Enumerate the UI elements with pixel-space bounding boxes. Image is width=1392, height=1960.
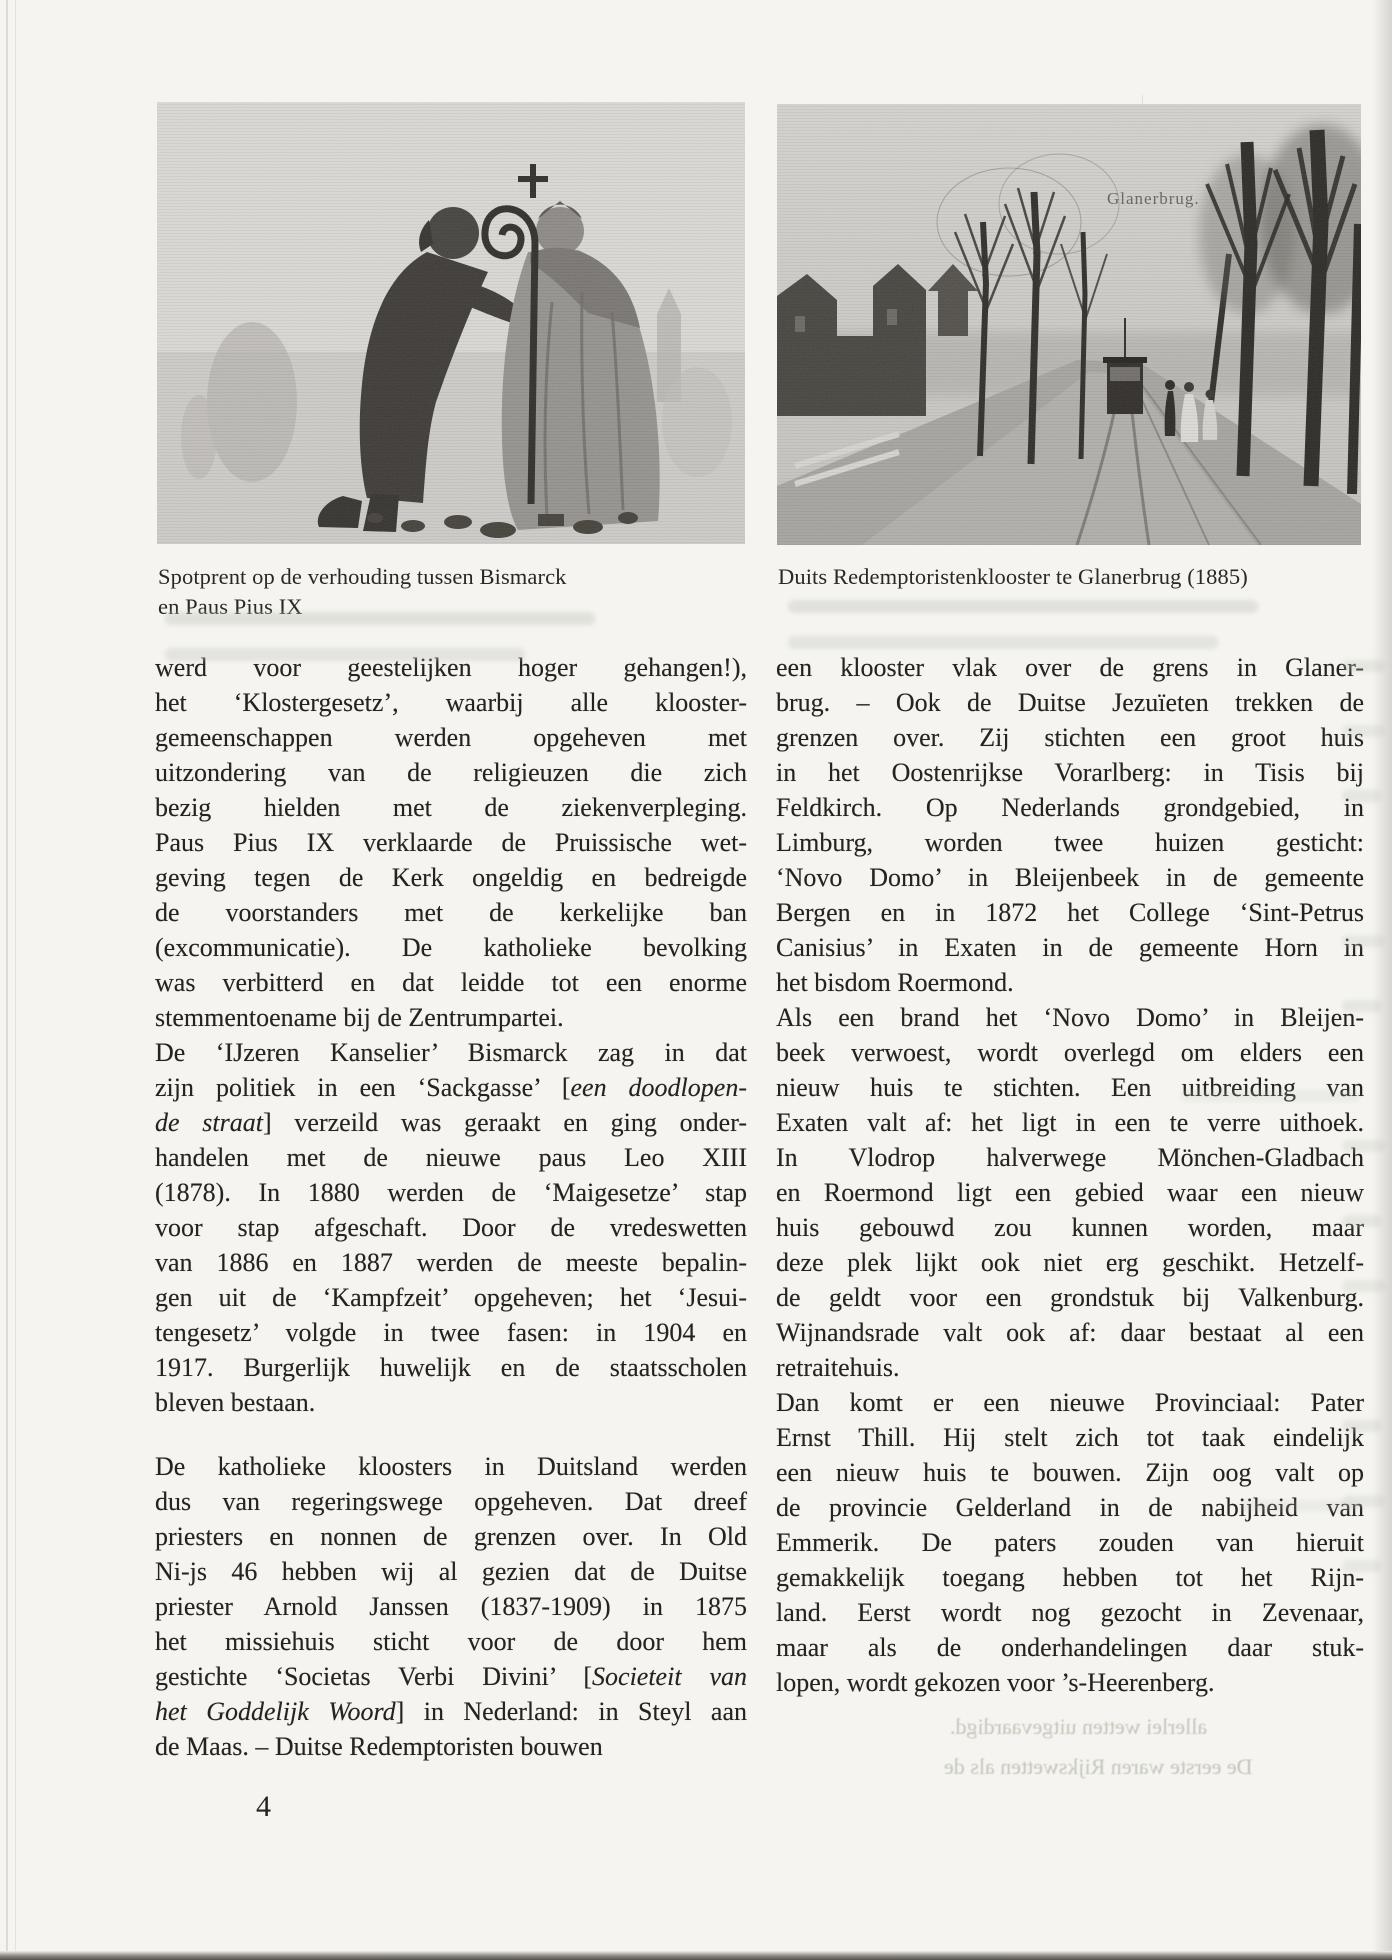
text-segment: bezig hielden met de ziekenverpleging.: [155, 793, 747, 822]
text-segment: stemmentoename bij de Zentrumpartei.: [155, 1003, 564, 1032]
text-line: [776, 720, 1364, 755]
text-line: [155, 1350, 747, 1385]
text-segment: Emmerik. De paters zouden van hieruit: [776, 1528, 1364, 1557]
text-segment: en Roermond ligt een gebied waar een nieuw: [776, 1178, 1364, 1207]
text-line: [155, 965, 747, 1000]
text-segment: In Vlodrop halverwege Mönchen-Gladbach: [776, 1143, 1364, 1172]
text-segment: uitzondering van de religieuzen die zich: [155, 758, 747, 787]
bleedthrough-smudge: [1342, 1560, 1382, 1572]
italic-text-segment: de straat: [155, 1108, 263, 1137]
text-line: [776, 790, 1364, 825]
text-segment: Limburg, worden twee huizen gesticht:: [776, 828, 1364, 857]
text-line: [155, 1315, 747, 1350]
text-line: [155, 825, 747, 860]
text-segment: was verbitterd en dat leidde tot een enorme: [155, 968, 747, 997]
bleedthrough-smudge: [1240, 1500, 1360, 1512]
caption-line: en Paus Pius IX: [158, 594, 303, 619]
text-segment: beek verwoest, wordt overlegd om elders een: [776, 1038, 1364, 1067]
text-line: [155, 1210, 747, 1245]
text-line: [776, 1315, 1364, 1350]
italic-text-segment: een doodlopen-: [570, 1073, 747, 1102]
text-segment: in het Oostenrijkse Vorarlberg: in Tisis bij: [776, 758, 1364, 787]
bleedthrough-smudge: [165, 648, 525, 661]
text-line: [776, 1000, 1364, 1035]
caption-line: Spotprent op de verhouding tussen Bismarck: [158, 564, 567, 589]
text-line: [776, 1560, 1364, 1595]
text-line: [155, 1140, 747, 1175]
text-line: [155, 1484, 747, 1519]
text-segment: lopen, wordt gekozen voor ’s-Heerenberg.: [776, 1668, 1215, 1697]
text-line: [776, 1420, 1364, 1455]
text-segment: dus van regeringswege opgeheven. Dat dreef: [155, 1487, 747, 1516]
text-segment: Bergen en in 1872 het College ‘Sint-Petrus: [776, 898, 1364, 927]
text-segment: van 1886 en 1887 werden de meeste bepalin-: [155, 1248, 747, 1277]
bleedthrough-smudge: [1342, 1000, 1382, 1012]
text-line: [155, 930, 747, 965]
text-segment: zijn politiek in een ‘Sackgasse’ [: [155, 1073, 571, 1102]
text-segment: brug. – Ook de Duitse Jezuïeten trekken de: [776, 688, 1364, 717]
text-line: [776, 1105, 1364, 1140]
text-line: [155, 1070, 747, 1105]
text-segment: Als een brand het ‘Novo Domo’ in Bleijen-: [776, 1003, 1364, 1032]
text-segment: werd voor geestelijken hoger gehangen!),: [155, 653, 747, 682]
text-line: [776, 1280, 1364, 1315]
text-line: [155, 720, 747, 755]
scan-right-edge-shadow: [1372, 0, 1392, 1960]
text-segment: een nieuw huis te bouwen. Zijn oog valt op: [776, 1458, 1364, 1487]
text-line: [155, 1694, 747, 1729]
text-segment: nieuw huis te stichten. Een uitbreiding van: [776, 1073, 1364, 1102]
text-segment: gen uit de ‘Kampfzeit’ opgeheven; het ‘Jesui-: [155, 1283, 747, 1312]
bleedthrough-smudge: [788, 636, 1218, 649]
text-segment: de Maas. – Duitse Redemptoristen bouwen: [155, 1732, 603, 1761]
text-segment: handelen met de nieuwe paus Leo XIII: [155, 1143, 747, 1172]
text-line: [155, 1589, 747, 1624]
text-segment: ] in Nederland: in Steyl aan: [395, 1697, 748, 1726]
text-line: [155, 685, 747, 720]
text-segment: Wijnandsrade valt ook af: daar bestaat al een: [776, 1318, 1364, 1347]
text-segment: het bisdom Roermond.: [776, 968, 1014, 997]
text-segment: het ‘Klostergesetz’, waarbij alle klooster-: [155, 688, 747, 717]
text-segment: grenzen over. Zij stichten een groot huis: [776, 723, 1364, 752]
text-segment: gemakkelijk toegang hebben tot het Rijn-: [776, 1563, 1364, 1592]
bleedthrough-smudge: [1342, 725, 1386, 737]
text-line: [776, 1140, 1364, 1175]
bleedthrough-line: allerlei wetten uitgevaardigd.: [950, 1714, 1208, 1739]
page-number: 4: [256, 1790, 271, 1823]
text-line: [776, 1525, 1364, 1560]
text-line: [776, 930, 1364, 965]
scan-left-edge-line-2: [15, 0, 16, 1960]
bleedthrough-smudge: [1342, 1215, 1382, 1227]
text-segment: huis gebouwd zou kunnen worden, maar: [776, 1213, 1364, 1242]
text-segment: priester Arnold Janssen (1837-1909) in 1875: [155, 1592, 747, 1621]
bleedthrough-line: De eerste waren Rijkswetten als de: [944, 1754, 1253, 1779]
text-segment: (1878). In 1880 werden de ‘Maigesetze’ stap: [155, 1178, 747, 1207]
text-line: [155, 1449, 747, 1484]
text-segment: ‘Novo Domo’ in Bleijenbeek in de gemeente: [776, 863, 1364, 892]
text-segment: Feldkirch. Op Nederlands grondgebied, in: [776, 793, 1364, 822]
text-segment: gemeenschappen werden opgeheven met: [155, 723, 747, 752]
text-segment: Ernst Thill. Hij stelt zich tot taak eindelijk: [776, 1423, 1364, 1452]
text-segment: voor stap afgeschaft. Door de vredeswetten: [155, 1213, 747, 1242]
text-segment: het missiehuis sticht voor de door hem: [155, 1627, 747, 1656]
text-line: [776, 1210, 1364, 1245]
text-segment: Canisius’ in Exaten in de gemeente Horn in: [776, 933, 1364, 962]
text-line: [155, 790, 747, 825]
text-segment: tengesetz’ volgde in twee fasen: in 1904 en: [155, 1318, 747, 1347]
text-line: [776, 1385, 1364, 1420]
text-segment: een klooster vlak over de grens in Glaner-: [776, 653, 1364, 682]
text-segment: Exaten valt af: het ligt in een te verre uithoek.: [776, 1108, 1364, 1137]
text-segment: bleven bestaan.: [155, 1388, 316, 1417]
text-line: [776, 1455, 1364, 1490]
text-segment: geving tegen de Kerk ongeldig en bedreigde: [155, 863, 747, 892]
bleedthrough-smudge: [165, 612, 595, 625]
text-segment: de voorstanders met de kerkelijke ban: [155, 898, 747, 927]
text-line: [155, 1519, 747, 1554]
bleedthrough-smudge: [1342, 660, 1386, 672]
italic-text-segment: het Goddelijk Woord: [155, 1697, 396, 1726]
text-line: [155, 1385, 747, 1420]
text-line: [776, 755, 1364, 790]
text-line: [776, 1175, 1364, 1210]
text-segment: De katholieke kloosters in Duitsland werden: [155, 1452, 747, 1481]
bleedthrough-smudge: [1342, 1280, 1386, 1292]
text-line: [776, 825, 1364, 860]
text-line: [776, 1630, 1364, 1665]
text-line: [155, 1105, 747, 1140]
text-segment: de provincie Gelderland in de nabijheid van: [776, 1493, 1364, 1522]
text-line: [776, 1245, 1364, 1280]
text-segment: de geldt voor een grondstuk bij Valkenburg.: [776, 1283, 1364, 1312]
caption-line: Duits Redemptoristenklooster te Glanerbrug (1885): [778, 564, 1248, 589]
text-line: [155, 1729, 747, 1764]
text-segment: land. Eerst wordt nog gezocht in Zevenaar,: [776, 1598, 1364, 1627]
text-segment: Dan komt er een nieuwe Provinciaal: Pater: [776, 1388, 1364, 1417]
text-segment: retraitehuis.: [776, 1353, 900, 1382]
column-right: [776, 650, 1364, 1700]
text-line: [776, 965, 1364, 1000]
cartoon-image: [157, 102, 745, 544]
text-line: [155, 895, 747, 930]
text-line: [776, 895, 1364, 930]
text-segment: Paus Pius IX verklaarde de Pruissische wet-: [155, 828, 747, 857]
bleedthrough-smudge: [788, 600, 1258, 613]
scan-left-edge-line: [6, 0, 8, 1960]
text-line: [155, 1280, 747, 1315]
text-segment: deze plek lijkt ook niet erg geschikt. Hetzelf-: [776, 1248, 1364, 1277]
text-line: [776, 1035, 1364, 1070]
text-line: [155, 1624, 747, 1659]
text-segment: maar als de onderhandelingen daar stuk-: [776, 1633, 1364, 1662]
scan-bottom-edge: [0, 1951, 1392, 1960]
figure-photo-glanerbrug: [777, 104, 1361, 545]
text-line: [776, 650, 1364, 685]
text-line: [155, 1175, 747, 1210]
figure-cartoon-bismarck-pope: [157, 102, 745, 544]
text-line: [776, 860, 1364, 895]
text-line: [155, 1000, 747, 1035]
caption-right: [778, 562, 1362, 592]
text-line: [155, 860, 747, 895]
text-line: [155, 755, 747, 790]
text-line: [776, 685, 1364, 720]
text-line: [155, 1035, 747, 1070]
text-segment: priesters en nonnen de grenzen over. In Old: [155, 1522, 747, 1551]
column-left: [155, 650, 747, 1764]
bleedthrough-smudge: [1342, 935, 1386, 947]
street-photo-image: [777, 104, 1361, 545]
bleedthrough-smudge: [1342, 1140, 1386, 1152]
text-line: [776, 1595, 1364, 1630]
bleedthrough-smudge: [1342, 790, 1382, 802]
text-segment: (excommunicatie). De katholieke bevolking: [155, 933, 747, 962]
bleedthrough-smudge: [1342, 1420, 1382, 1432]
text-segment: 1917. Burgerlijk huwelijk en de staatsscholen: [155, 1353, 747, 1382]
text-segment: ] verzeild was geraakt en ging onder-: [263, 1108, 748, 1137]
text-line: [155, 1554, 747, 1589]
text-line: [155, 1245, 747, 1280]
text-segment: gestichte ‘Societas Verbi Divini’ [: [155, 1662, 593, 1691]
text-segment: Ni-js 46 hebben wij al gezien dat de Duitse: [155, 1557, 747, 1586]
text-line: [155, 1659, 747, 1694]
bleedthrough-smudge: [1180, 1090, 1360, 1102]
text-line: [776, 1665, 1364, 1700]
text-line: [776, 1350, 1364, 1385]
text-segment: De ‘IJzeren Kanselier’ Bismarck zag in dat: [155, 1038, 747, 1067]
italic-text-segment: Societeit van: [592, 1662, 747, 1691]
